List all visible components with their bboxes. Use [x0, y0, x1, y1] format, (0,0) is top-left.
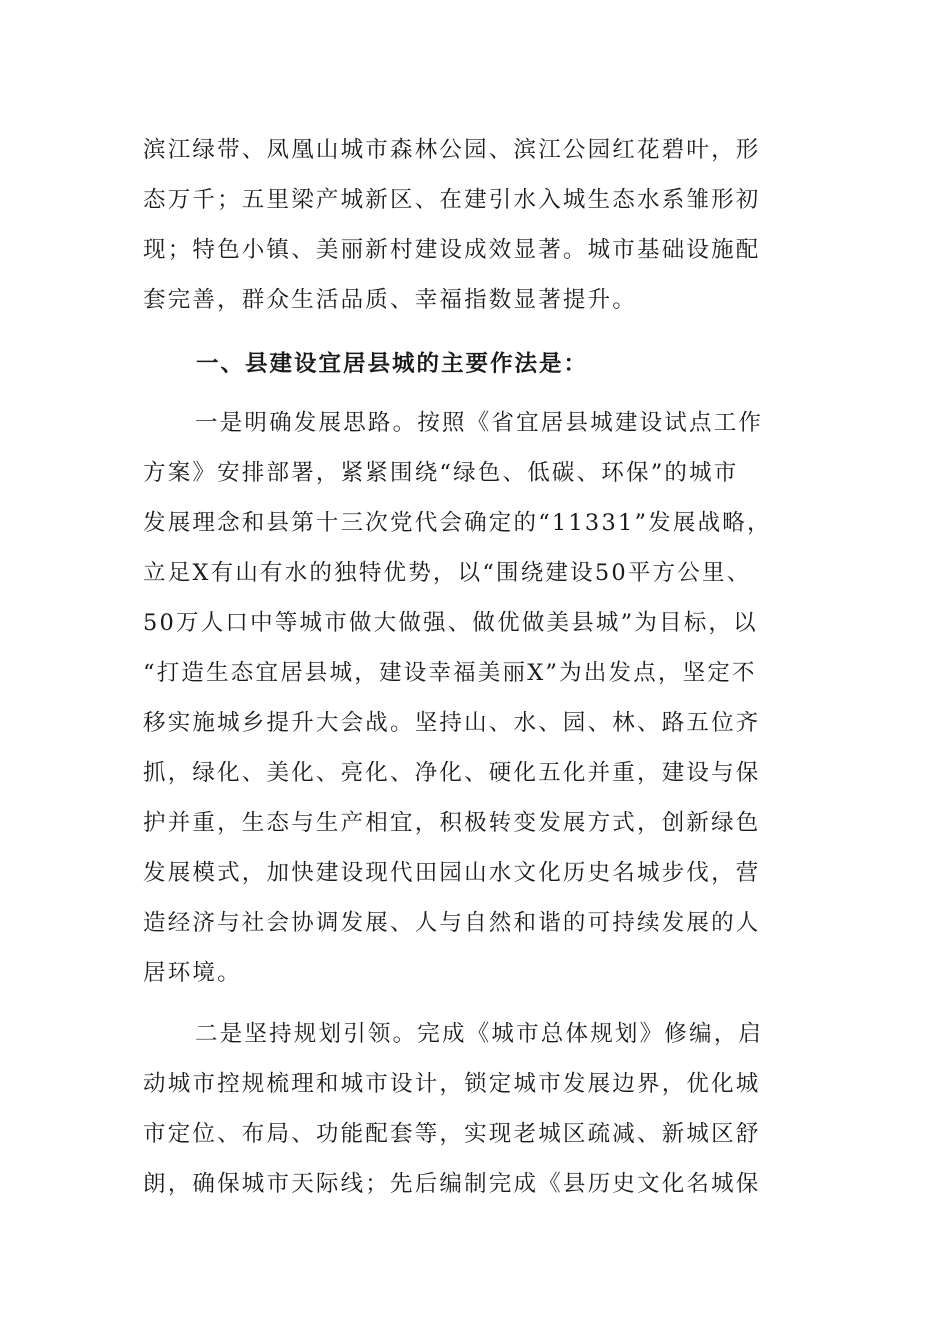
text-line: 50万人口中等城市做大做强、做优做美县城”为目标，以: [143, 610, 758, 636]
text-line: 二是坚持规划引领。完成《城市总体规划》修编，启: [195, 1021, 764, 1047]
text-line: “打造生态宜居县城，建设幸福美丽X”为出发点，坚定不: [143, 660, 757, 686]
text-line: 现；特色小镇、美丽新村建设成效显著。城市基础设施配: [143, 237, 761, 263]
paragraph-one: [143, 398, 803, 998]
text-line: 方案》安排部署，紧紧围绕“绿色、低碳、环保”的城市: [143, 460, 739, 486]
section-heading: [196, 339, 856, 389]
text-line: 抓，绿化、美化、亮化、净化、硬化五化并重，建设与保: [143, 760, 761, 786]
text-line: 朗，确保城市天际线；先后编制完成《县历史文化名城保: [143, 1171, 761, 1197]
paragraph-two: [143, 1009, 803, 1209]
text-line: 滨江绿带、凤凰山城市森林公园、滨江公园红花碧叶，形: [143, 137, 761, 163]
text-line: 一是明确发展思路。按照《省宜居县城建设试点工作: [195, 410, 764, 436]
text-line: 立足X有山有水的独特优势，以“围绕建设50平方公里、: [143, 560, 752, 586]
text-line: 态万千；五里梁产城新区、在建引水入城生态水系雏形初: [143, 187, 761, 213]
text-line: 发展理念和县第十三次党代会确定的“11331”发展战略，: [143, 510, 772, 536]
text-line: 移实施城乡提升大会战。坚持山、水、园、林、路五位齐: [143, 710, 761, 736]
heading-text: 一、县建设宜居县城的主要作法是：: [196, 351, 589, 377]
paragraph-intro: [143, 125, 803, 325]
text-line: 动城市控规梳理和城市设计，锁定城市发展边界，优化城: [143, 1071, 761, 1097]
text-line: 市定位、布局、功能配套等，实现老城区疏减、新城区舒: [143, 1121, 761, 1147]
text-line: 套完善，群众生活品质、幸福指数显著提升。: [143, 287, 638, 313]
text-line: 护并重，生态与生产相宜，积极转变发展方式，创新绿色: [143, 810, 761, 836]
text-line: 造经济与社会协调发展、人与自然和谐的可持续发展的人: [143, 910, 761, 936]
text-line: 居环境。: [143, 960, 242, 986]
text-line: 发展模式，加快建设现代田园山水文化历史名城步伐，营: [143, 860, 761, 886]
